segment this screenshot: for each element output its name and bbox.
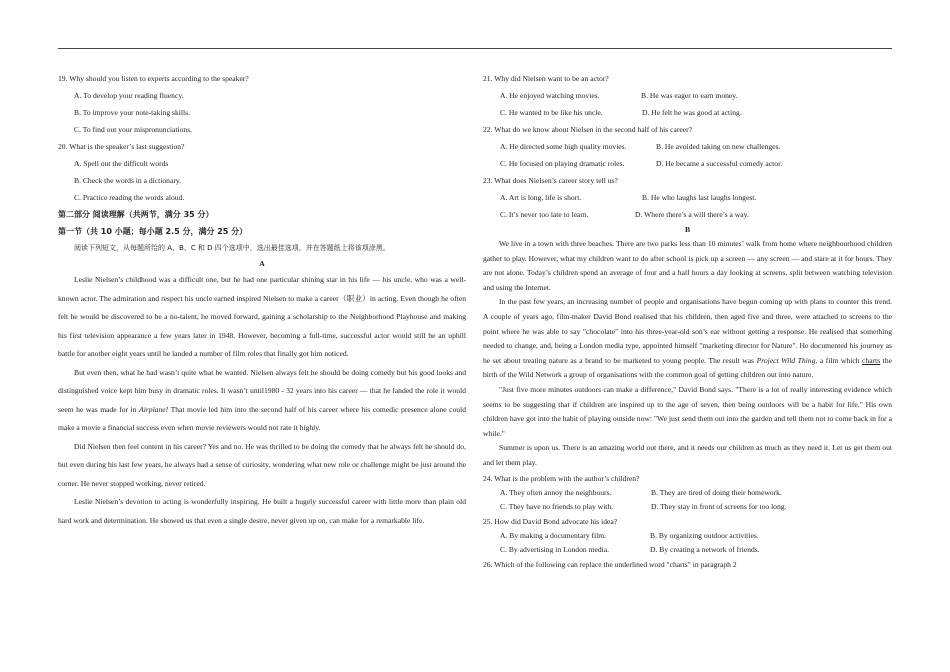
film-title-project-wild-thing: Project Wild Thing — [756, 355, 816, 365]
question-25-stem: 25. How did David Bond advocate his idea? — [483, 517, 618, 527]
question-25-options-row-2 — [483, 543, 892, 557]
passage-a-paragraph-2 — [58, 364, 466, 438]
instruction-text: 阅读下列短文，从每题所给的 A、B、C 和 D 四个选项中，选出最佳选项，并在答题纸上将该项涂黑。 — [74, 244, 390, 252]
question-19-option-b: B. To improve your note-taking skills. — [74, 108, 190, 117]
question-20-option-a: A. Spell out the difficult words — [74, 159, 169, 168]
question-24-options-row-2 — [483, 500, 892, 514]
question-22-option-c: C. He focused on playing dramatic roles. — [500, 159, 625, 168]
question-24-option-b: B. They are tired of doing their homework. — [651, 487, 782, 497]
passage-b-paragraph-2-part-3: the birth of the Wild Network a group of organisations with the common goal of getting children out into nature. — [483, 355, 892, 380]
question-22-options-row-2 — [483, 155, 892, 172]
passage-a-paragraph-2-part-1: But even then, what he had wasn’t quite what he wanted. Nielsen always felt he should be doing comedy but his good looks and distinguished voice kept him busy in dramatic roles. It wasn’t until1980 - 32 years into his career — that he landed the role it would seem he was made for in — [58, 367, 466, 414]
passage-b-paragraph-2-part-2: , a film which — [815, 355, 863, 365]
question-20-option-b: B. Check the words in a dictionary. — [74, 176, 182, 185]
question-22-options-row-1 — [483, 138, 892, 155]
question-25-option-d: D. By creating a network of friends. — [650, 545, 760, 555]
question-22-option-a: A. He directed some high quality movies. — [500, 142, 627, 151]
question-25-option-a: A. By making a documentary film. — [500, 531, 607, 541]
question-24-option-c: C. They have no friends to play with. — [500, 501, 614, 511]
question-23-option-c: C. It’s never too late to learn. — [500, 210, 589, 219]
part-2-heading: 第二部分 阅读理解（共两节，满分 35 分） — [58, 210, 214, 219]
header-rule — [58, 48, 892, 49]
section-1-heading: 第一节（共 10 小题；每小题 2.5 分，满分 25 分） — [58, 227, 248, 236]
passage-b-paragraph-3: "Just five more minutes outdoors can make a difference," David Bond says. "There is a lot of really interesting evidence which seems to be suggesting that if children are inspired up to the age of seven, then being outdoors will be a habit for life." His own children have got into the habit of playing outside now: "We just send them out into the garden and tell them not to come back in for a while." — [483, 384, 892, 438]
passage-b-label: B — [684, 225, 691, 234]
passage-b-paragraph-2 — [483, 295, 892, 383]
question-21-options-row-2 — [483, 104, 892, 121]
question-19-option-a: A. To develop your reading fluency. — [74, 91, 184, 100]
question-21-option-c: C. He wanted to be like his uncle. — [500, 108, 603, 117]
passage-a-paragraph-4: Leslie Nielsen’s devotion to acting is wonderfully inspiring. He built a hugely successful career with little more than plain old hard work and determination. He showed us that even a single desire, never given up on, can make for a remarkable life. — [58, 497, 466, 525]
question-23-options-row-2 — [483, 206, 892, 223]
question-24-options-row-1 — [483, 486, 892, 500]
question-21-stem: 21. Why did Nielsen want to be an actor? — [483, 74, 609, 83]
passage-a-paragraph-3: Did Nielsen then feel content in his career? Yes and no. He was thrilled to be doing the comedy that he always felt he should do, but even during his last few years, he always had a sense of curiosity, wondering what new role or challenge might be just around the corner. He never stopped working, never retired. — [58, 441, 466, 488]
passage-a-label: A — [259, 259, 265, 268]
question-24-stem: 24. What is the problem with the author’s children? — [483, 473, 640, 483]
question-22-option-b: B. He avoided taking on new challenges. — [656, 142, 781, 151]
question-25-option-b: B. By organizing outdoor activities. — [650, 531, 759, 541]
left-column — [58, 70, 466, 530]
question-20-stem: 20. What is the speaker’s last suggestion? — [58, 142, 185, 151]
right-column — [483, 70, 892, 572]
question-19-stem: 19. Why should you listen to experts according to the speaker? — [58, 74, 249, 83]
question-23-stem: 23. What does Nielsen’s career story tell us? — [483, 176, 618, 185]
question-25-option-c: C. By advertising in London media. — [500, 545, 610, 555]
question-24-option-a: A. They often annoy the neighbours. — [500, 487, 612, 497]
passage-a-paragraph-1: Leslie Nielsen’s childhood was a difficult one, but he had one particular shining star in his life — his uncle, who was a well-known actor. The admiration and respect his uncle earned inspired Nielsen to make a career（职业）in acting. Even though he often felt he would be discovered to be a no-talent, he moved forward, gaining a scholarship to the Neighborhood Playhouse and making his first television appearance a few years later in 1948. However, becoming a full-time, successful actor would still be an uphill battle for another eight years until he landed a number of film roles that finally got him noticed. — [58, 275, 466, 358]
question-21-option-b: B. He was eager to earn money. — [641, 91, 738, 100]
question-26-stem: 26. Which of the following can replace the underlined word "charts" in paragraph 2 — [483, 559, 737, 569]
passage-b-paragraph-2-part-1: In the past few years, an increasing number of people and organisations have begun coming up with plans to counter this trend. A couple of years ago, film-maker David Bond realised that his children, then aged five and three, were attached to screens to the point where he was able to say "chocolate" into his three-year-old son’s ear without getting a response. He realised that something needed to change, and, being a London media type, appointed himself "marketing director for Nature". He documented his journey as he set about treating nature as a brand to be marketed to young people. The result was — [483, 297, 892, 365]
underlined-word-charts: charts — [862, 355, 881, 365]
passage-b-paragraph-1: We live in a town with three beaches. There are two parks less than 10 minutes’ walk from home where neighbourhood children gather to play. However, what my children want to do after school is pick up a screen — any screen — and stare at it for hours. They are not alone. Today’s children spend an average of four and a half hours a day looking at screens, split between watching television and using the Internet. — [483, 239, 892, 292]
question-21-option-d: D. He felt he was good at acting. — [642, 108, 742, 117]
question-23-option-b: B. He who laughs last laughs longest. — [642, 193, 757, 202]
passage-b-paragraph-4: Summer is upon us. There is an amazing world out there, and it needs our children as much as they need it. Let us get them out and let them play. — [483, 443, 892, 467]
question-23-option-d: D. Where there’s a will there’s a way. — [635, 210, 749, 219]
question-21-options-row-1 — [483, 87, 892, 104]
question-22-stem: 22. What do we know about Nielsen in the second half of his career? — [483, 125, 693, 134]
question-25-options-row-1 — [483, 529, 892, 543]
question-22-option-d: D. He became a successful comedy actor. — [656, 159, 783, 168]
question-20-option-c: C. Practice reading the words aloud. — [74, 193, 185, 202]
question-23-option-a: A. Art is long, life is short. — [500, 193, 582, 202]
question-24-option-d: D. They stay in front of screens for too long. — [651, 501, 787, 511]
question-19-option-c: C. To find out your mispronunciations. — [74, 125, 193, 134]
film-title-airplane: Airplane! — [139, 404, 169, 414]
question-23-options-row-1 — [483, 189, 892, 206]
passage-a-paragraph-2-part-2: That movie led him into the second half of his career where his comedic presence alone could make a movie a financial success even when movie reviewers would not rate it highly. — [58, 404, 466, 432]
question-21-option-a: A. He enjoyed watching movies. — [500, 91, 600, 100]
